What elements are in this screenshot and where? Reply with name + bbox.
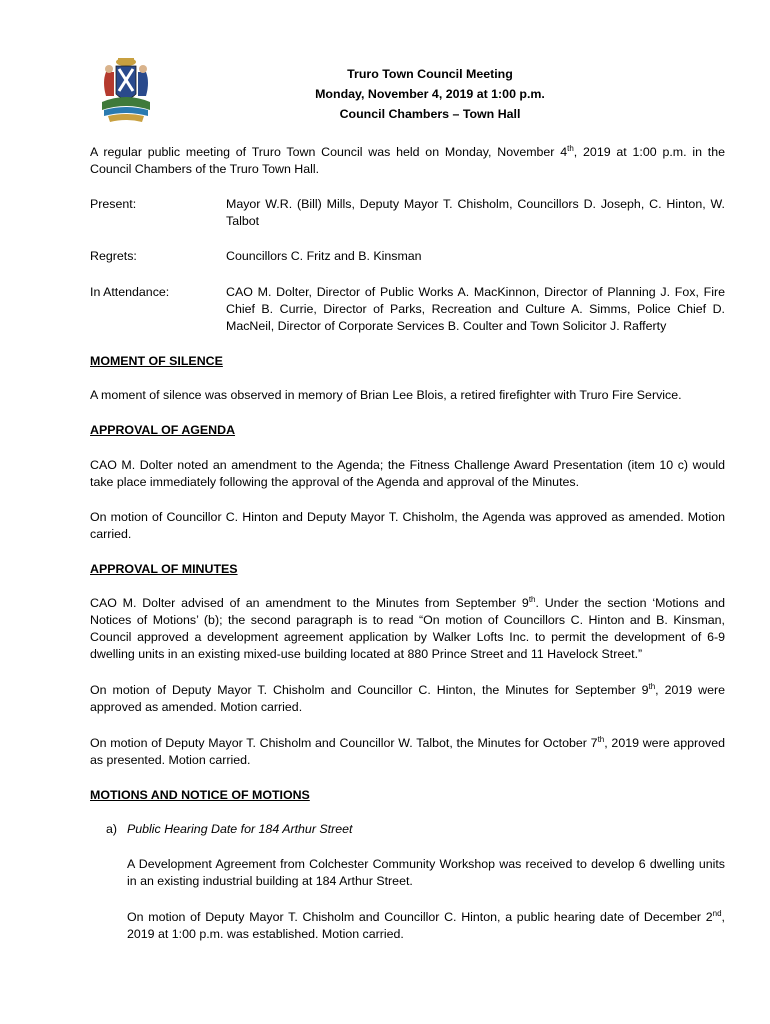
- intro-text-2: , 2019 at 1:00 p.m. in the Council Chambers of the Truro Town Hall.: [90, 145, 725, 176]
- minutes-p2-text-1: On motion of Deputy Mayor T. Chisholm and Councillor C. Hinton, the Minutes for September 9: [90, 683, 649, 697]
- in-attendance-value: CAO M. Dolter, Director of Public Works A. MacKinnon, Director of Planning J. Fox, Fire Chief B. Currie, Director of Parks, Recreation and Culture A. Simms, Police Chief D. MacNeil, Director of Corporate Services B. Coulter and Town Solicitor J. Rafferty: [226, 285, 725, 333]
- minutes-p1-text-1: CAO M. Dolter advised of an amendment to the Minutes from September 9: [90, 596, 529, 610]
- motion-a-p2-text-1: On motion of Deputy Mayor T. Chisholm and Councillor C. Hinton, a public hearing date of December 2: [127, 910, 713, 924]
- in-attendance-label: In Attendance:: [90, 285, 170, 299]
- motion-item-a-title: Public Hearing Date for 184 Arthur Street: [127, 822, 353, 836]
- regrets-value: Councillors C. Fritz and B. Kinsman: [226, 249, 422, 263]
- meeting-title: Truro Town Council Meeting: [347, 67, 513, 81]
- minutes-p3-sup: th: [597, 734, 605, 744]
- motion-a-p2-sup: nd: [712, 908, 722, 918]
- present-value: Mayor W.R. (Bill) Mills, Deputy Mayor T. Chisholm, Councillors D. Joseph, C. Hinton, W. Talbot: [226, 197, 725, 228]
- agenda-paragraph-1: CAO M. Dolter noted an amendment to the Agenda; the Fitness Challenge Award Presentation (item 10 c) would take place immediately following the approval of the Agenda and approval of the Minutes.: [90, 458, 725, 489]
- motion-item-a-paragraph-2: [127, 909, 725, 943]
- motion-item-a-paragraph-1: A Development Agreement from Colchester Community Workshop was received to develop 6 dwelling units in an existing industrial building at 184 Arthur Street.: [127, 857, 725, 888]
- minutes-p1-sup: th: [528, 594, 536, 604]
- intro-text-1: A regular public meeting of Truro Town Council was held on Monday, November 4: [90, 145, 568, 159]
- minutes-p2-sup: th: [648, 681, 656, 691]
- meeting-header: [90, 64, 770, 124]
- minutes-p1-text-2: . Under the section ‘Motions and Notices of Motions’ (b); the second paragraph is to read “On motion of Councillors C. Hinton and B. Kinsman, Council approved a development agreement application by Walker Lofts Inc. to permit the development of 6-9 dwelling units in an existing mixed-use building located at 880 Prince Street and 11 Havelock Street.”: [90, 596, 725, 661]
- intro-sup: th: [567, 143, 574, 153]
- minutes-p2-text-2: , 2019 were approved as amended. Motion carried.: [90, 683, 725, 714]
- approval-of-agenda-heading: APPROVAL OF AGENDA: [90, 423, 236, 437]
- intro-paragraph: [90, 144, 725, 178]
- meeting-location: Council Chambers – Town Hall: [339, 107, 521, 121]
- document-page: [90, 0, 725, 1024]
- motion-item-a-marker: a): [106, 822, 118, 836]
- minutes-paragraph-3: [90, 735, 725, 769]
- meeting-date: Monday, November 4, 2019 at 1:00 p.m.: [315, 87, 545, 101]
- motions-heading: MOTIONS AND NOTICE OF MOTIONS: [90, 788, 310, 802]
- moment-of-silence-text: A moment of silence was observed in memory of Brian Lee Blois, a retired firefighter with Truro Fire Service.: [90, 388, 682, 402]
- moment-of-silence-heading: MOMENT OF SILENCE: [90, 354, 223, 368]
- regrets-label: Regrets:: [90, 249, 137, 263]
- minutes-paragraph-1: [90, 595, 725, 663]
- minutes-p3-text-1: On motion of Deputy Mayor T. Chisholm and Councillor W. Talbot, the Minutes for October 7: [90, 736, 598, 750]
- motion-a-p2-text-2: , 2019 at 1:00 p.m. was established. Motion carried.: [127, 910, 725, 941]
- agenda-paragraph-2: On motion of Councillor C. Hinton and Deputy Mayor T. Chisholm, the Agenda was approved as amended. Motion carried.: [90, 510, 725, 541]
- minutes-paragraph-2: [90, 682, 725, 716]
- minutes-p3-text-2: , 2019 were approved as presented. Motion carried.: [90, 736, 726, 767]
- present-label: Present:: [90, 197, 137, 211]
- approval-of-minutes-heading: APPROVAL OF MINUTES: [90, 562, 238, 576]
